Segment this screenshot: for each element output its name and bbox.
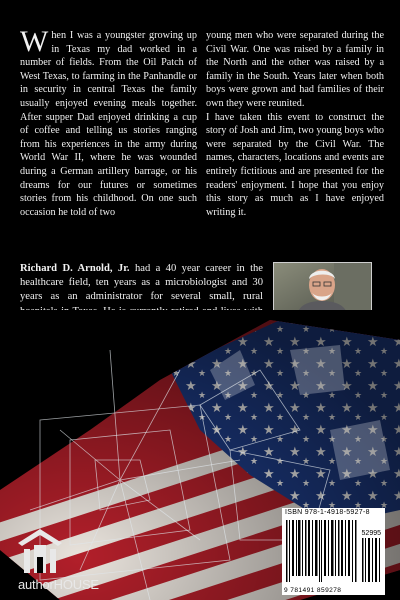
isbn-barcode <box>286 520 358 582</box>
isbn-digits: 9 781491 859278 <box>284 587 342 594</box>
story-column-left <box>20 25 197 219</box>
story-paragraph-3: I have taken this event to construct the story of Josh and Jim, two young boys who were separated by the Civil War. The names, characters, locations and events are entirely fictitious and are presented for the readers' enjoyment. I hope that you enjoy this story as much as I have enjoyed writing it. <box>206 111 384 218</box>
isbn-label: ISBN 978-1-4918-5927-8 <box>285 509 370 516</box>
barcode-box <box>282 508 385 595</box>
author-bio-text: had a 40 year career in the healthcare field, ten years as a microbiologist and 30 years as an administrator for several small, rural <box>20 263 264 303</box>
price-barcode <box>362 538 382 582</box>
price-code: 52995 <box>361 530 381 537</box>
story-paragraph-2: young men who were separated during the Civil War. One was raised by a family in the North and the other was raised by a family in the South. Years later when both boys were grown and had families of their own they were reunited. <box>206 30 384 109</box>
publisher-name-part1: author <box>18 577 54 592</box>
story-paragraph-1 <box>20 25 197 219</box>
drop-cap: W <box>20 25 49 58</box>
publisher-name-part2: HOUSE <box>53 577 99 592</box>
publisher-logo-text <box>18 577 99 592</box>
story-column-right <box>206 29 384 219</box>
story-text-left: hen I was a youngster growing up in Texas my dad worked in a number of fields. From the Oil Patch of West Texas, to farming in the Panhandle or in security in central Texas the family usually enjoyed evening meals together. After supper Dad enjoyed drinking a cup of coffee and telling us stories ranging from his experiences in the army during World War II, where he was wounded during a German artillery barrage, or his dreams for our futures or sometimes stories from his childhood. On one such occasion he told of two <box>20 30 197 218</box>
author-name: Richard D. Arnold, Jr. <box>20 263 130 274</box>
